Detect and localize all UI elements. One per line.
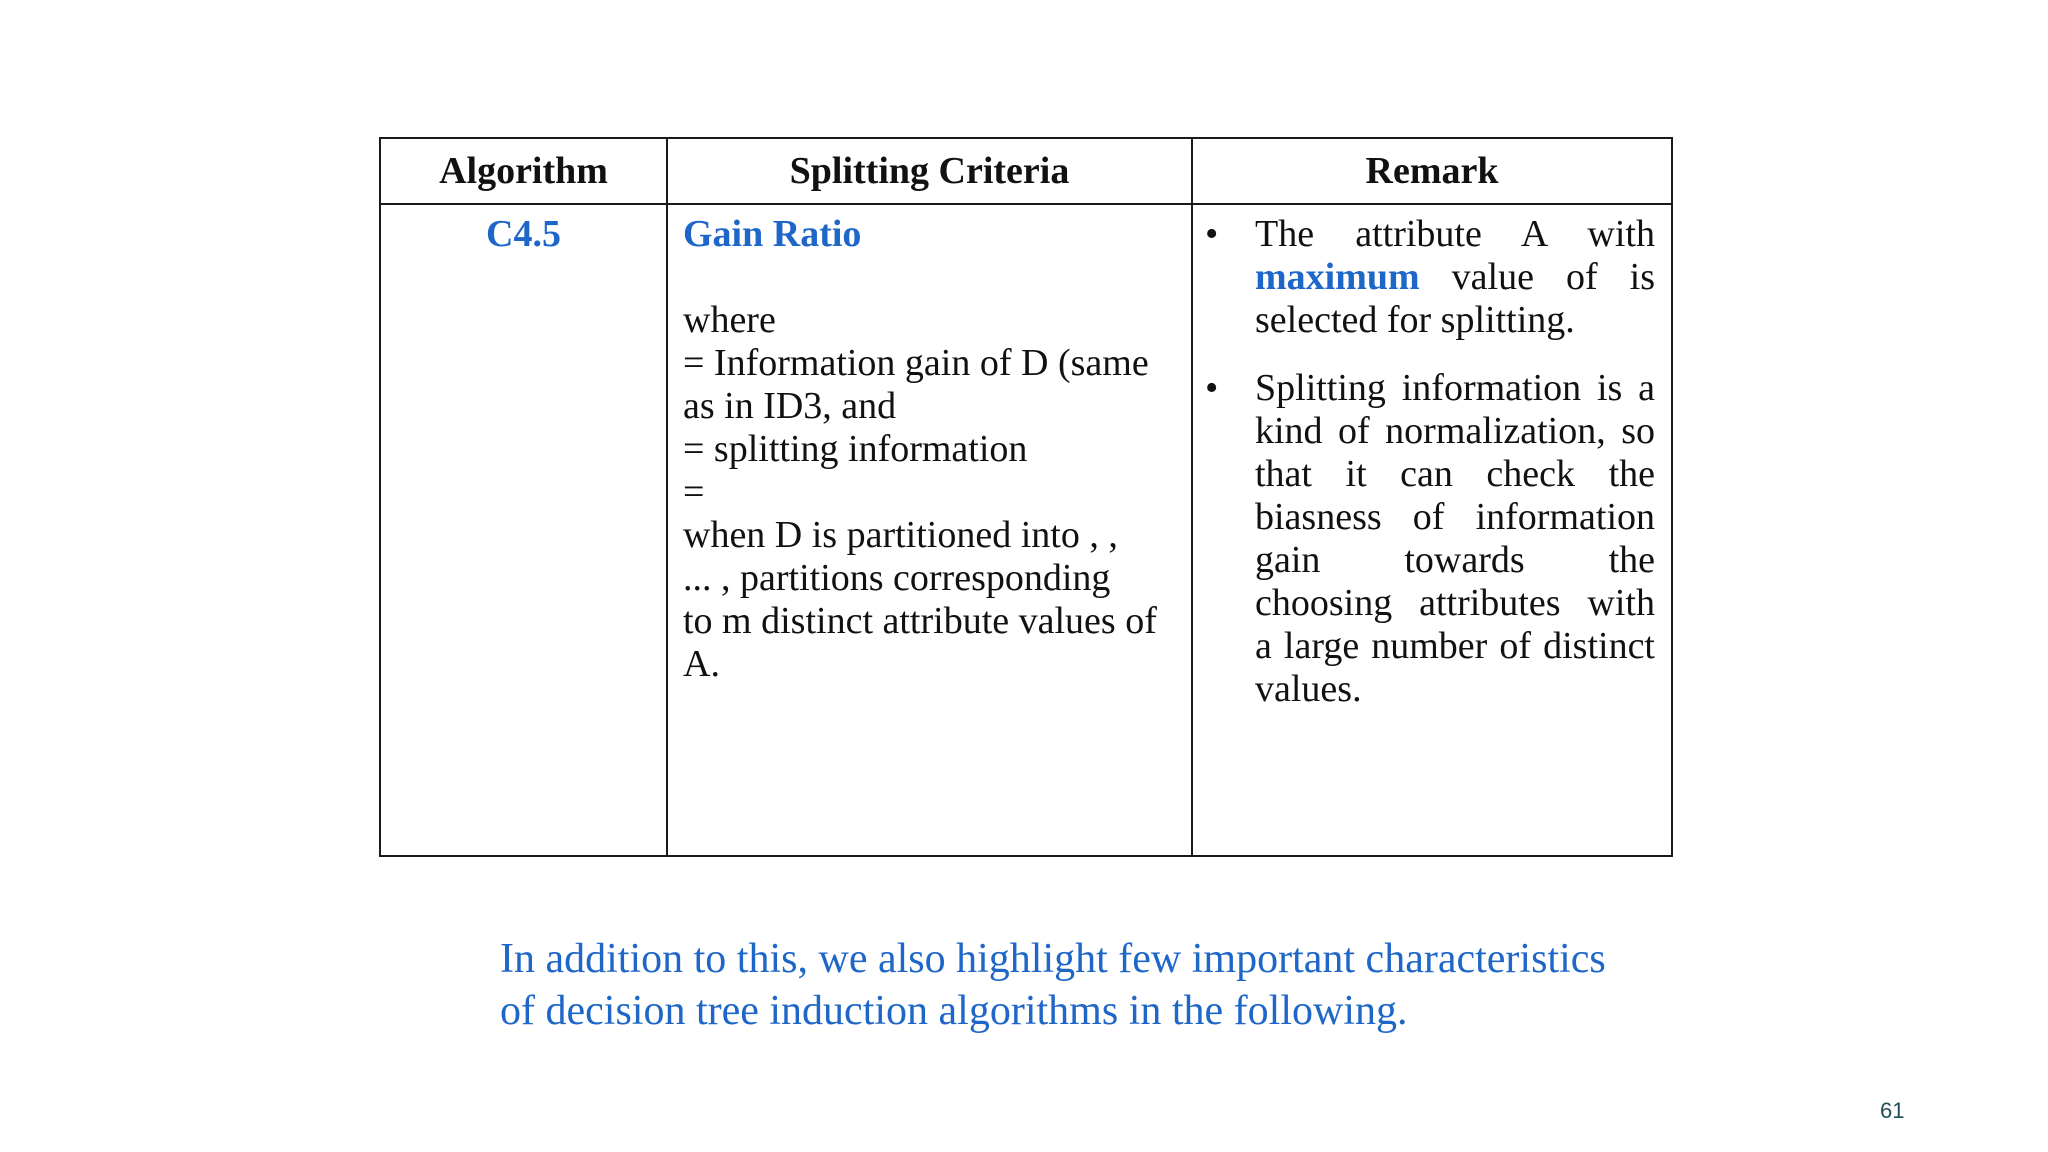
remark-line: values. [1255,668,1362,710]
header-algorithm: Algorithm [380,138,667,204]
remark-line: a large number of distinct [1255,625,1655,667]
bullet-dot-icon: • [1205,213,1219,255]
algorithm-table [379,137,1673,857]
criteria-title: Gain Ratio [683,213,862,255]
criteria-cell [667,204,1192,856]
maximum-emphasis: maximum [1255,256,1420,298]
table-header-row [380,138,1672,204]
closing-note [500,933,1606,1037]
remark-text [1255,213,1655,342]
remark-line-rest: value of is [1419,256,1655,298]
header-splitting-criteria: Splitting Criteria [667,138,1192,204]
header-remark: Remark [1192,138,1672,204]
remark-bullet-1 [1205,213,1655,342]
note-line: In addition to this, we also highlight few important characteristics [500,936,1606,982]
remark-line: Splitting information is a [1255,367,1655,409]
note-line: of decision tree induction algorithms in the following. [500,988,1408,1034]
remark-line: biasness of information [1255,496,1655,538]
remark-line [1255,256,1655,299]
criteria-line: = [683,471,705,513]
criteria-line: where [683,299,776,341]
remark-line: gain towards the [1255,539,1655,581]
remark-line: choosing attributes with [1255,582,1655,624]
remark-line: selected for splitting. [1255,299,1575,341]
remark-bullet-2 [1205,367,1655,711]
criteria-line: A. [683,643,720,685]
criteria-line: as in ID3, and [683,385,897,427]
remark-text [1255,367,1655,711]
remark-line: The attribute A with [1255,213,1655,255]
page-number: 61 [1880,1098,1905,1123]
criteria-line: = splitting information [683,428,1028,470]
formula-gap [683,256,1181,299]
criteria-line: when D is partitioned into , , [683,514,1118,556]
criteria-line: to m distinct attribute values of [683,600,1157,642]
criteria-line: ... , partitions corresponding [683,557,1111,599]
bullet-dot-icon: • [1205,367,1219,409]
table-row [380,204,1672,856]
remark-cell [1192,204,1672,856]
remark-line: that it can check the [1255,453,1655,495]
criteria-line: = Information gain of D (same [683,342,1149,384]
remark-line: kind of normalization, so [1255,410,1655,452]
algorithm-cell: C4.5 [380,204,667,856]
